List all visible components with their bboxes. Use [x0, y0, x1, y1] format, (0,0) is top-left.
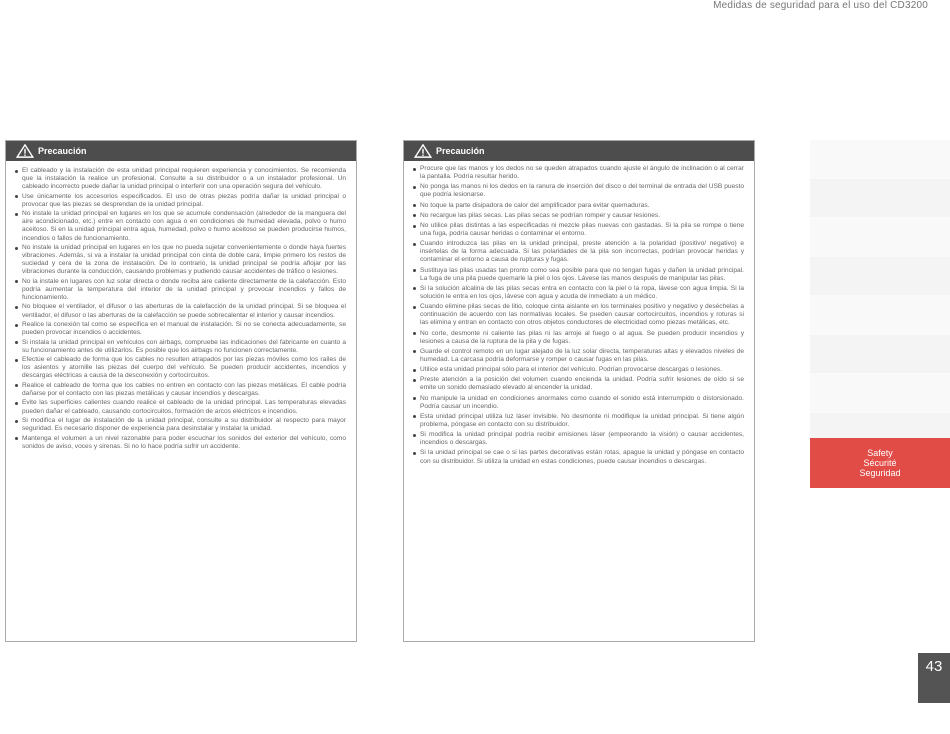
caution-item: Evite las superficies calientes cuando realice el cableado de la unidad principal. Las temperaturas elevadas pueden dañar el cableado, causando cortocircuitos, formación de arcos eléctricos e incendios.: [14, 399, 346, 415]
caution-item: No bloquee el ventilador, el difusor o las aberturas de la calefacción de la unidad principal. Si se bloquea el ventilador, el difusor o las aberturas de la calefacción se puede sobrecalentar el interior y causar incendios.: [14, 303, 346, 319]
caution-item: Cuando elimine pilas secas de litio, coloque cinta aislante en los terminales positivo y negativo y deséchelas a continuación de acuerdo con las normativas locales. Se pueden causar cortocircuitos, incendios y roturas si las elimina y entran en contacto con otros objetos conductores de electricidad como piezas metálicas, etc.: [412, 303, 744, 327]
caution-header: [404, 141, 754, 161]
caution-title: Precaución: [436, 146, 485, 156]
caution-item: El cableado y la instalación de esta unidad principal requieren experiencia y conocimientos. Se recomienda que la instalación la realice un profesional. Consulte a su distribuidor o a un instalador profesional. Un cableado incorrecto puede dañar la unidad principal o interferir con una operación segura del vehículo.: [14, 167, 346, 191]
page-number: 43: [918, 653, 950, 703]
caution-item: Procure que las manos y los dedos no se queden atrapados cuando ajuste el ángulo de inclinación o al cerrar la pantalla. Podría resultar herido.: [412, 165, 744, 181]
caution-item: Si modifica la unidad principal podría recibir emisiones láser (empeorando la visión) o causar accidentes, incendios o descargas.: [412, 431, 744, 447]
section-tabs-background: [810, 140, 950, 487]
section-tab-label-fr: Sécurité: [863, 458, 897, 468]
caution-list: [404, 161, 754, 466]
caution-item: No toque la parte disipadora de calor del amplificador para evitar quemaduras.: [412, 202, 744, 210]
caution-item: Cuando introduzca las pilas en la unidad principal, preste atención a la polaridad (positivo/ negativo) e insértelas de la forma adecuada. Si las polaridades de la pila son incorrectas, podrían provocar heridas y contaminar el entorno a causa de rupturas y fugas.: [412, 240, 744, 264]
caution-item: Si la unidad principal se cae o si las partes decorativas están rotas, apague la unidad y póngase en contacto con su distribuidor. Si utiliza la unidad en estas condiciones, puede causar incendios o descargas.: [412, 449, 744, 465]
caution-item: No la instale en lugares con luz solar directa o donde reciba aire caliente directamente de la calefacción. Esto podría aumentar la temperatura del interior de la unidad principal y provocar incendios y fallos de funcionamiento.: [14, 278, 346, 302]
caution-item: Guarde el control remoto en un lugar alejado de la luz solar directa, temperaturas altas y elevados niveles de humedad. La carcasa podría deformarse y romper o causar fugas en las pilas.: [412, 348, 744, 364]
caution-item: Realice la conexión tal como se especifica en el manual de instalación. Si no se conecta adecuadamente, se pueden provocar incendios o accidentes.: [14, 321, 346, 337]
caution-item: No corte, desmonte ni caliente las pilas ni las arroje al fuego o al agua. Se pueden producir incendios y lesiones a causa de la ruptura de la pila y de fugas.: [412, 330, 744, 346]
caution-item: Mantenga el volumen a un nivel razonable para poder escuchar los sonidos del exterior del vehículo, como sonidos de aviso, voces y sirenas. Si no lo hace podría sufrir un accidente.: [14, 435, 346, 451]
warning-triangle-icon: [414, 144, 432, 158]
caution-header: [6, 141, 356, 161]
caution-item: Si instala la unidad principal en vehículos con airbags, compruebe las indicaciones del fabricante en cuanto a su funcionamiento antes de utilizarlos. Es posible que los airbags no funcionen correctamente.: [14, 339, 346, 355]
caution-item: Utilice esta unidad principal sólo para el interior del vehículo. Podrían provocarse descargas o lesiones.: [412, 366, 744, 374]
caution-box-right: [403, 140, 755, 642]
section-tab-safety: [810, 438, 950, 488]
caution-item: No ponga las manos ni los dedos en la ranura de inserción del disco o del terminal de entrada del USB puesto que podría lesionarse.: [412, 183, 744, 199]
caution-item: Sustituya las pilas usadas tan pronto como sea posible para que no tengan fugas y dañen la unidad principal. La fuga de una pila puede quemarle la piel o los ojos. Lávese las manos después de manipular las pilas.: [412, 267, 744, 283]
caution-title: Precaución: [38, 146, 87, 156]
caution-item: No instale la unidad principal en lugares en los que no pueda sujetar convenientemente o donde haya fuertes vibraciones. Además, si va a instalar la unidad principal con cinta de doble cara, limpie primero los restos de suciedad y cera de la zona de instalación. De lo contrario, la unidad principal se podría aflojar por las vibraciones durante la conducción, causando problemas y pudiendo causar accidentes de tráfico o lesiones.: [14, 244, 346, 276]
caution-box-left: [5, 140, 357, 642]
caution-item: Si la solución alcalina de las pilas secas entra en contacto con la piel o la ropa, lávese con agua limpia. Si la solución le entra en los ojos, lávese con agua y acuda de inmediato a un médico.: [412, 285, 744, 301]
section-tab-label-es: Seguridad: [859, 468, 901, 478]
caution-list: [6, 161, 356, 451]
section-tab-label-en: Safety: [867, 448, 893, 458]
caution-item: Preste atención a la posición del volumen cuando encienda la unidad. Podría sufrir lesiones de oído si se emite un sonido demasiado elevado al encender la unidad.: [412, 376, 744, 392]
caution-item: No recargue las pilas secas. Las pilas secas se podrían romper y causar lesiones.: [412, 212, 744, 220]
running-header: Medidas de seguridad para el uso del CD3200: [713, 0, 928, 11]
caution-item: Si modifica el lugar de instalación de la unidad principal, consulte a su distribuidor al respecto para mayor seguridad. Es necesario disponer de experiencia para desinstalar y instalar la unidad.: [14, 417, 346, 433]
caution-item: Use únicamente los accesorios especificados. El uso de otras piezas podría dañar la unidad principal o provocar que las piezas se desprendan de la unidad principal.: [14, 193, 346, 209]
caution-item: No manipule la unidad en condiciones anormales como cuando el sonido está interrumpido o distorsionado. Podría causar un incendio.: [412, 395, 744, 411]
warning-triangle-icon: [16, 144, 34, 158]
caution-item: No utilice pilas distintas a las especificadas ni mezcle pilas nuevas con gastadas. Si la pila se rompe o tiene una fuga, podría causar heridas o contaminar el entorno.: [412, 222, 744, 238]
caution-item: Realice el cableado de forma que los cables no entren en contacto con las piezas metálicas. El cable podría dañarse por el contacto con las piezas metálicas y causar incendios y descargas.: [14, 382, 346, 398]
caution-item: No instale la unidad principal en lugares en los que se acumule condensación (alrededor de la manguera del aire acondicionado, etc.) entre en contacto con agua o en condiciones de humedad elevada, polvo o humo aceitoso. Si en la unidad principal entra agua, humedad, polvo o humo aceitoso se pueden producirse humos, incendios o fallos de funcionamiento.: [14, 210, 346, 242]
caution-item: Efectúe el cableado de forma que los cables no resulten atrapados por las piezas móviles como los raíles de los asientos y atornille las piezas del cuerpo del vehículo. Se pueden producir accidentes, incendios y descargas eléctricas a causa de la desconexión y cortocircuitos.: [14, 356, 346, 380]
caution-item: Esta unidad principal utiliza luz láser invisible. No desmonte ni modifique la unidad principal. Si tiene algún problema, póngase en contacto con su distribuidor.: [412, 413, 744, 429]
